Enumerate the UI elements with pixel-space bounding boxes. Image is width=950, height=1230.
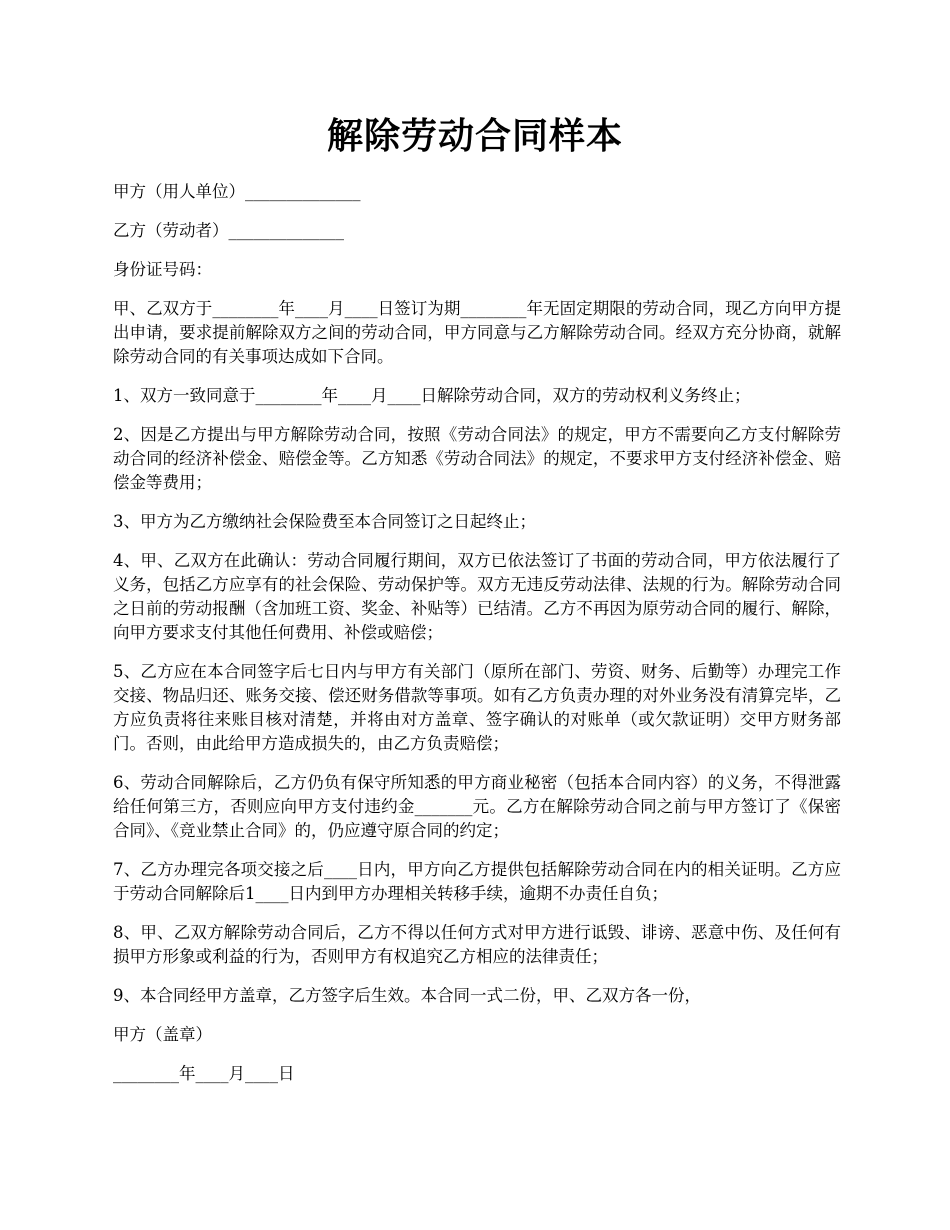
party-a-line: 甲方（用人单位）______________ [113,182,361,201]
clause-2: 2、因是乙方提出与甲方解除劳动合同，按照《劳动合同法》的规定，甲方不需要向乙方支付解除劳动合同的经济补偿金、赔偿金等。乙方知悉《劳动合同法》的规定，不要求甲方支付经济补偿金、赔偿金等费用； [113,425,841,492]
clause-7: 7、乙方办理完各项交接之后____日内，甲方向乙方提供包括解除劳动合同在内的相关证明。乙方应于劳动合同解除后1____日内到甲方办理相关转移手续，逾期不办责任自负； [113,860,841,903]
clause-6: 6、劳动合同解除后，乙方仍负有保守所知悉的甲方商业秘密（包括本合同内容）的义务，不得泄露给任何第三方，否则应向甲方支付违约金_______元。乙方在解除劳动合同之前与甲方签订了《保密合同》、《竞业禁止合同》的，仍应遵守原合同的约定； [113,773,841,840]
clause-8: 8、甲、乙双方解除劳动合同后，乙方不得以任何方式对甲方进行诋毁、诽谤、恶意中伤、及任何有损甲方形象或利益的行为，否则甲方有权追究乙方相应的法律责任； [113,923,841,966]
date-line: ________年____月____日 [113,1064,295,1083]
clause-5: 5、乙方应在本合同签字后七日内与甲方有关部门（原所在部门、劳资、财务、后勤等）办理完工作交接、物品归还、账务交接、偿还财务借款等事项。如有乙方负责办理的对外业务没有清算完毕，乙方应负责将往来账目核对清楚，并将由对方盖章、签字确认的对账单（或欠款证明）交甲方财务部门。否则，由此给甲方造成损失的，由乙方负责赔偿； [113,662,841,753]
intro-paragraph: 甲、乙双方于________年____月____日签订为期________年无固定期限的劳动合同，现乙方向甲方提出申请，要求提前解除双方之间的劳动合同，甲方同意与乙方解除劳动合同。经双方充分协商，就解除劳动合同的有关事项达成如下合同。 [113,299,841,366]
clause-3: 3、甲方为乙方缴纳社会保险费至本合同签订之日起终止； [113,512,536,531]
id-number-line: 身份证号码： [113,260,212,279]
document-body [113,180,841,1101]
document-title: 解除劳动合同样本 [326,115,623,157]
party-b-line: 乙方（劳动者）______________ [113,221,344,240]
clause-4: 4、甲、乙双方在此确认：劳动合同履行期间，双方已依法签订了书面的劳动合同，甲方依法履行了义务，包括乙方应享有的社会保险、劳动保护等。双方无违反劳动法律、法规的行为。解除劳动合同之日前的劳动报酬（含加班工资、奖金、补贴等）已结清。乙方不再因为原劳动合同的履行、解除，向甲方要求支付其他任何费用、补偿或赔偿； [113,551,841,642]
seal-line: 甲方（盖章） [113,1025,212,1044]
clause-1: 1、双方一致同意于________年____月____日解除劳动合同，双方的劳动权利义务终止； [113,386,751,405]
clause-9: 9、本合同经甲方盖章，乙方签字后生效。本合同一式二份，甲、乙双方各一份， [113,986,701,1005]
